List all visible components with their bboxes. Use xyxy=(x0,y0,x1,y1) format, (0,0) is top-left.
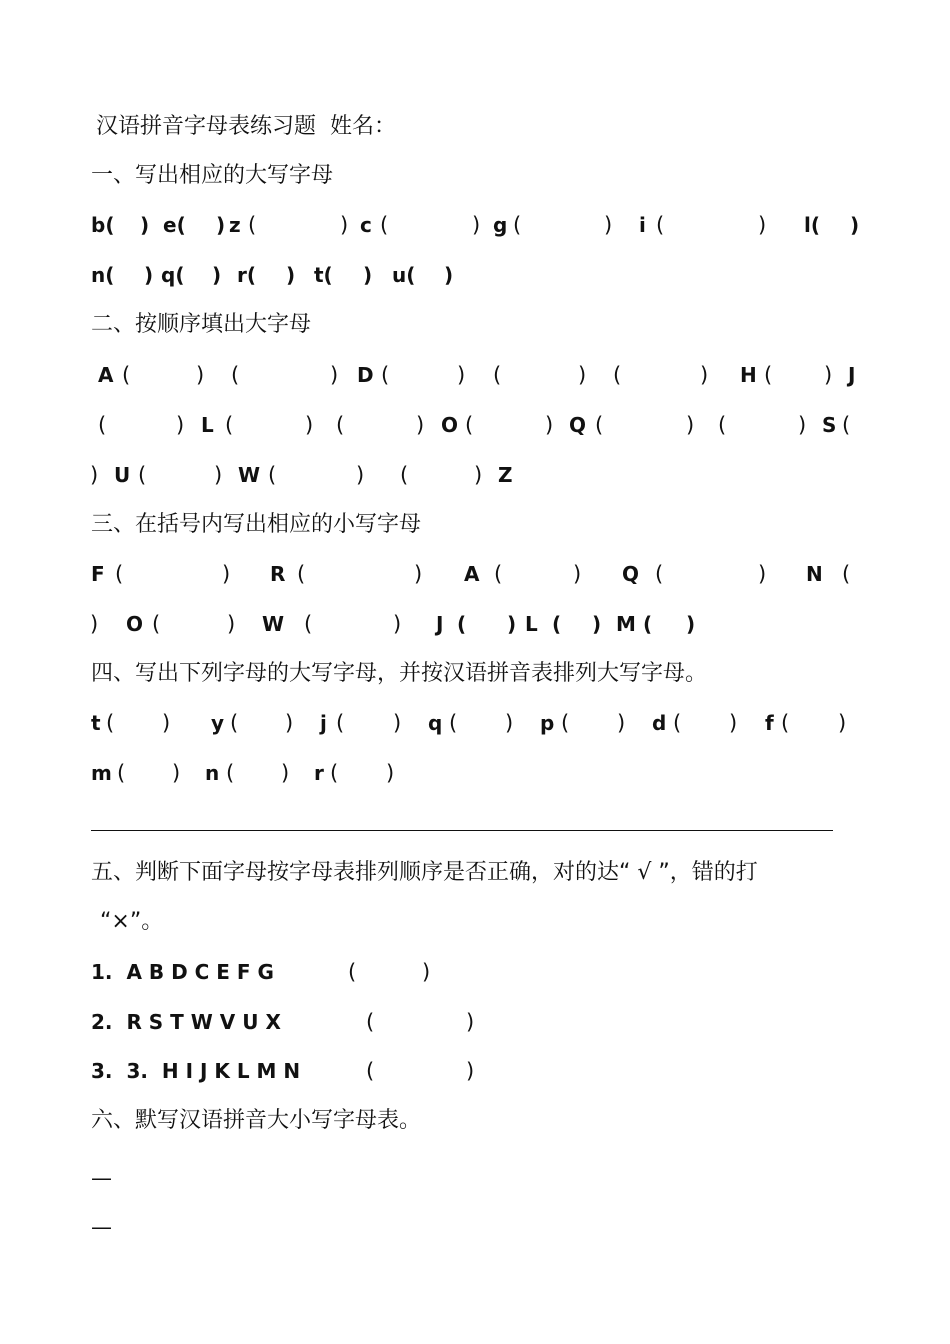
section5-heading: 五、判断下面字母按字母表排列顺序是否正确，对的达“ √ ”，错的打 xyxy=(91,860,758,885)
s5-item1-close: ) xyxy=(422,960,431,984)
s4r1-t-close: ) xyxy=(162,711,171,735)
s1r2-n-close: ) xyxy=(144,263,154,287)
s5-item1-open: ( xyxy=(348,960,357,984)
s1r1-e-close: ) xyxy=(216,213,226,237)
s4r1-j-close: ) xyxy=(393,711,402,735)
s1r1-z-close: ) xyxy=(340,213,349,237)
s2r1-p3-open: ( xyxy=(381,363,390,387)
s2r2-p3-open: ( xyxy=(336,413,345,437)
s2r1-p3-close: ) xyxy=(457,363,466,387)
s3r2-p4-open: ( xyxy=(552,612,562,636)
s4r2-r: r xyxy=(314,761,324,785)
s1r2-q-close: ) xyxy=(212,263,222,287)
s1r1-b: b( xyxy=(91,213,115,237)
s2r2-p1-open: ( xyxy=(98,413,107,437)
s4r1-q: q xyxy=(428,711,443,735)
s5-item2-open: ( xyxy=(366,1010,375,1034)
s3r2-J: J xyxy=(436,612,444,636)
s4r1-j: j xyxy=(320,711,327,735)
s3r2-M: M xyxy=(616,612,636,636)
s3r2-p1-open: ( xyxy=(152,612,161,636)
s4r2-n-close: ) xyxy=(281,761,290,785)
s3r2-p2-close: ) xyxy=(393,612,402,636)
s4r1-t-open: ( xyxy=(106,711,115,735)
s3r1-F: F xyxy=(91,562,105,586)
s2r1-p2-close: ) xyxy=(330,363,339,387)
s3r1-p1-close: ) xyxy=(222,562,231,586)
s2r1-D: D xyxy=(357,363,374,387)
s4r1-p: p xyxy=(540,711,555,735)
s1r2-u-close: ) xyxy=(444,263,454,287)
s1r1-z: z xyxy=(229,213,241,237)
answer-underline xyxy=(91,830,833,831)
s2r1-p5-open: ( xyxy=(613,363,622,387)
s4r2-n: n xyxy=(205,761,220,785)
s1r1-g: g xyxy=(493,213,508,237)
s1r2-t: t( xyxy=(314,263,333,287)
s3r2-p3-open: ( xyxy=(457,612,467,636)
s4r2-m-close: ) xyxy=(172,761,181,785)
s2r3-U: U xyxy=(114,463,131,487)
s5-item1-label: 1. A B D C E F G xyxy=(91,960,274,984)
s1r2-n: n( xyxy=(91,263,115,287)
s3r2-L: L xyxy=(525,612,538,636)
s4r1-j-open: ( xyxy=(336,711,345,735)
s1r1-i-open: ( xyxy=(656,213,665,237)
s3r2-p5-close: ) xyxy=(90,612,99,636)
s4r1-d-open: ( xyxy=(673,711,682,735)
s4r1-d-close: ) xyxy=(729,711,738,735)
section6-heading: 六、默写汉语拼音大小写字母表。 xyxy=(91,1108,422,1133)
s2r3-p2-close: ) xyxy=(356,463,365,487)
s4r1-y-close: ) xyxy=(285,711,294,735)
s4r1-f: f xyxy=(765,711,774,735)
s3r1-A: A xyxy=(464,562,480,586)
s2r3-Z: Z xyxy=(498,463,513,487)
s5-item3-open: ( xyxy=(366,1059,375,1083)
s3r1-N: N xyxy=(806,562,823,586)
section3-heading: 三、在括号内写出相应的小写字母 xyxy=(91,512,422,537)
s5-item2-close: ) xyxy=(466,1010,475,1034)
s1r1-c-close: ) xyxy=(472,213,481,237)
s2r1-J: J xyxy=(848,363,856,387)
section1-heading: 一、写出相应的大写字母 xyxy=(91,163,334,188)
s1r1-c: c xyxy=(360,213,372,237)
s2r2-Q: Q xyxy=(569,413,587,437)
s2r3-p7-close: ) xyxy=(90,463,99,487)
s2r1-p4-open: ( xyxy=(493,363,502,387)
s2r2-p7-open: ( xyxy=(842,413,851,437)
s5-item2-label: 2. R S T W V U X xyxy=(91,1010,281,1034)
s4r2-m-open: ( xyxy=(117,761,126,785)
s3r1-p4-close: ) xyxy=(758,562,767,586)
s2r2-p2-open: ( xyxy=(225,413,234,437)
s2r2-p4-close: ) xyxy=(545,413,554,437)
s3r1-p2-open: ( xyxy=(297,562,306,586)
s2r3-p3-open: ( xyxy=(400,463,409,487)
s1r1-l-close: ) xyxy=(850,213,860,237)
s1r2-q: q( xyxy=(161,263,185,287)
s2r1-p5-close: ) xyxy=(700,363,709,387)
s1r1-e: e( xyxy=(163,213,186,237)
s3r1-p3-close: ) xyxy=(573,562,582,586)
s3r2-p2-open: ( xyxy=(304,612,313,636)
s4r2-m: m xyxy=(91,761,112,785)
s3r2-W: W xyxy=(262,612,285,636)
s3r1-p1-open: ( xyxy=(115,562,124,586)
s4r2-r-close: ) xyxy=(386,761,395,785)
s4r1-q-close: ) xyxy=(505,711,514,735)
s1r2-r-close: ) xyxy=(286,263,296,287)
section2-heading: 二、按顺序填出大字母 xyxy=(91,312,312,337)
s1r1-i: i xyxy=(639,213,646,237)
s4r1-p-open: ( xyxy=(561,711,570,735)
s2r2-p6-close: ) xyxy=(798,413,807,437)
s2r1-p6-close: ) xyxy=(824,363,833,387)
s4r1-f-close: ) xyxy=(838,711,847,735)
s2r3-p1-close: ) xyxy=(214,463,223,487)
s2r2-p4-open: ( xyxy=(465,413,474,437)
s4r1-d: d xyxy=(652,711,667,735)
s4r1-y-open: ( xyxy=(230,711,239,735)
s2r3-p1-open: ( xyxy=(138,463,147,487)
blank-line: — xyxy=(91,1166,112,1190)
s2r1-H: H xyxy=(740,363,757,387)
s2r1-p1-close: ) xyxy=(196,363,205,387)
s2r1-p1-open: ( xyxy=(122,363,131,387)
s2r2-S: S xyxy=(822,413,837,437)
s4r1-f-open: ( xyxy=(781,711,790,735)
s1r2-t-close: ) xyxy=(363,263,373,287)
s1r2-r: r( xyxy=(237,263,257,287)
s2r2-L: L xyxy=(201,413,214,437)
s2r2-p5-close: ) xyxy=(686,413,695,437)
s2r2-p1-close: ) xyxy=(176,413,185,437)
s2r2-p6-open: ( xyxy=(718,413,727,437)
s2r2-O: O xyxy=(441,413,459,437)
s3r2-p4-close: ) xyxy=(592,612,602,636)
s3r1-p5-open: ( xyxy=(842,562,851,586)
s2r3-p3-close: ) xyxy=(474,463,483,487)
s4r1-y: y xyxy=(211,711,225,735)
s1r1-g-open: ( xyxy=(513,213,522,237)
s4r2-n-open: ( xyxy=(226,761,235,785)
s2r1-p4-close: ) xyxy=(578,363,587,387)
s1r1-i-close: ) xyxy=(758,213,767,237)
s5-item3-close: ) xyxy=(466,1059,475,1083)
s2r3-p2-open: ( xyxy=(268,463,277,487)
s3r2-p1-close: ) xyxy=(227,612,236,636)
s1r1-g-close: ) xyxy=(604,213,613,237)
s3r1-p2-close: ) xyxy=(414,562,423,586)
s3r2-p3-close: ) xyxy=(507,612,517,636)
s4r1-p-close: ) xyxy=(617,711,626,735)
s1r1-c-open: ( xyxy=(380,213,389,237)
s3r1-R: R xyxy=(270,562,286,586)
s1r1-l: l( xyxy=(804,213,820,237)
s3r2-p5-close: ) xyxy=(686,612,696,636)
s1r1-z-open: ( xyxy=(248,213,257,237)
s4r1-q-open: ( xyxy=(449,711,458,735)
s2r1-p6-open: ( xyxy=(764,363,773,387)
s3r1-p4-open: ( xyxy=(655,562,664,586)
s1r2-u: u( xyxy=(392,263,416,287)
s2r2-p2-close: ) xyxy=(305,413,314,437)
s5-item3-label: 3. 3. H I J K L M N xyxy=(91,1059,301,1083)
s3r2-O: O xyxy=(126,612,144,636)
s4r1-t: t xyxy=(91,711,101,735)
s3r2-p5-open: ( xyxy=(643,612,653,636)
section5-heading-cont: “×”。 xyxy=(100,909,164,934)
s2r1-p2-open: ( xyxy=(231,363,240,387)
s4r2-r-open: ( xyxy=(330,761,339,785)
s3r1-Q: Q xyxy=(622,562,640,586)
section4-heading: 四、写出下列字母的大写字母，并按汉语拼音表排列大写字母。 xyxy=(91,661,708,686)
s2r2-p3-close: ) xyxy=(416,413,425,437)
s2r1-A: A xyxy=(98,363,114,387)
s1r1-b-close: ) xyxy=(140,213,150,237)
s2r3-W: W xyxy=(238,463,261,487)
s2r2-p5-open: ( xyxy=(595,413,604,437)
s3r1-p3-open: ( xyxy=(494,562,503,586)
worksheet-title: 汉语拼音字母表练习题 姓名： xyxy=(96,114,396,139)
blank-line: — xyxy=(91,1215,112,1239)
